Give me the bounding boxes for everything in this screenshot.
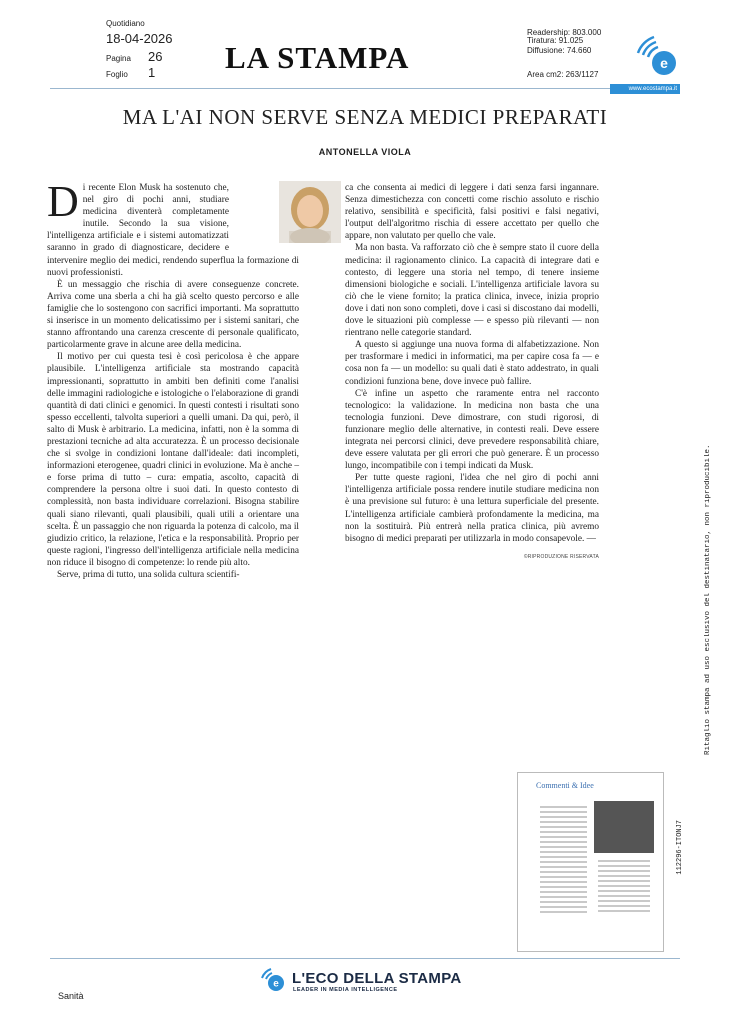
paragraph-7: A questo si aggiunge una nuova forma di alfabetizzazione. Non per trasformare i medici in informatici, ma per capire cosa fa — e cosa non fa — un modello: su quali dati è stato addestrato, in quali condizioni funziona bene, dove invece può fallire.: [345, 340, 599, 387]
area-cm2: Area cm2: 263/1127: [527, 70, 599, 79]
svg-text:e: e: [660, 55, 668, 71]
paragraph-8: C'è infine un aspetto che raramente entra nel racconto tecnologico: la validazione. In medicina non basta che una tecnologia funzioni. Deve dimostrare, con studi rigorosi, di funzionare meglio delle alternative, in contesti reali. Deve essere integrata nei percorsi clinici, deve prevedere responsabilità chiare, deve essere valutata per gli errori che può generare. È un processo lungo, incompatibile con i tempi indicati da Musk.: [345, 388, 599, 472]
thumbnail-highlight: [594, 801, 654, 853]
paragraph-6: Ma non basta. Va rafforzato ciò che è sempre stato il cuore della medicina: il ragionamento clinico. La capacità di integrare dati e contesto, di leggere una storia nel tempo, di tenere insieme dimensioni biologiche e sociali. L'intelligenza artificiale lavora su ciò che le viene fornito; la pratica clinica, invece, inizia proprio dove i dati non sono completi, dove i casi si discostano dai modelli, dove le situazioni più complesse — e spesso più rilevanti — non rientrano nelle categorie standard.: [345, 243, 599, 339]
paragraph-4: Serve, prima di tutto, una solida cultura scientifi-: [57, 570, 240, 580]
article-author: ANTONELLA VIOLA: [318, 147, 412, 157]
thumbnail-header: Commenti & Idee: [536, 781, 594, 790]
sheet-number: 1: [148, 65, 156, 80]
section-label: Sanità: [58, 991, 84, 1001]
page-thumbnail: [517, 772, 664, 952]
paragraph-1: Di recente Elon Musk ha sostenuto che, nel giro di pochi anni, studiare medicina diventerà completamente inutile. Secondo la sua visione, l'intelligenza artificiale e i sistemi automatizzati saranno in grado di diagnosticare, decidere e intervenire meglio dei medici, rendendo superflua la formazione di nuovi professionisti.: [47, 177, 299, 278]
svg-text:e: e: [273, 978, 279, 990]
ecostampa-logo-icon: [636, 35, 682, 81]
paragraph-2: È un messaggio che rischia di avere conseguenze concrete. Arriva come una sberla a chi ha già scelto questo percorso e alle famiglie che lo sostengono con sacrifici importanti. Ma soprattutto si inserisce in un momento delicatissimo per i sistemi sanitari, che stanno affrontando una carenza crescente di personale qualificato, particolarmente grave in alcune aree della medicina.: [47, 279, 299, 351]
eco-della-stampa-logo-icon: [258, 965, 288, 995]
diffusione: Diffusione: 74.660: [527, 46, 592, 55]
paragraph-3: Il motivo per cui questa tesi è così pericolosa è che appare plausibile. L'intelligenza artificiale sta mostrando capacità impressionanti, soprattutto in ambiti ben definiti come l'analisi delle immagini radiologiche e istologiche o l'elaborazione di grandi quantità di dati clinici e genomici. In questi contesti i risultati sono spesso eccellenti, talvolta superiori a quelli umani. Da qui, però, il salto di Musk è arbitrario. La medicina, infatti, non è la somma di prestazioni tecniche ad alta accuratezza. È un processo decisionale che si svolge in condizioni lontane dall'ideale: dati incompleti, informazioni eterogenee, quadri clinici in evoluzione. Ma è anche – e forse prima di tutto – cura: empatia, ascolto, capacità di comprendere la persona oltre i suoi dati. In questo contesto di complessità, non basta individuare correlazioni. Bisogna stabilire quali siano rilevanti, quali plausibili, quali utili a orientare una scelta. È un passaggio che non riguarda la potenza di calcolo, ma il giudizio critico, la relazione, l'etica e la responsabilità. Proprio per queste ragioni, l'ingresso dell'intelligenza artificiale nella medicina non riduce il bisogno di competenze: lo rende più alto.: [47, 352, 299, 568]
article-column-2: [345, 182, 599, 563]
paragraph-9: Per tutte queste ragioni, l'idea che nel giro di pochi anni l'intelligenza artificiale possa rendere inutile studiare medicina non è una previsione sul futuro: è una lettura superficiale del presente. L'intelligenza artificiale cambierà profondamente la medicina, ma non la sostituirà. Più entrerà nella pratica clinica, più avremo bisogno di medici preparati per utilizzarla in modo consapevole. —: [345, 473, 599, 544]
drop-cap: D: [47, 177, 79, 226]
publication-date: 18-04-2026: [106, 31, 173, 46]
article-title: MA L'AI NON SERVE SENZA MEDICI PREPARATI: [122, 105, 608, 129]
website-bar: [610, 84, 680, 94]
readership: Readership: 803.000: [527, 28, 602, 37]
header-rule: [50, 88, 680, 89]
page-label: Pagina: [106, 54, 131, 63]
website-link[interactable]: www.ecostampa.it: [628, 86, 677, 92]
tiratura: Tiratura: 91.025: [527, 36, 584, 45]
page-number: 26: [148, 49, 163, 64]
sheet-label: Foglio: [106, 70, 128, 79]
side-code: 112296-ITONJ7: [676, 820, 684, 875]
photo-wrap-spacer: [229, 182, 299, 244]
footer-rule: [50, 958, 680, 959]
side-note: Ritaglio stampa ad uso esclusivo del destinatario, non riproducibile.: [704, 444, 712, 755]
publication-type: Quotidiano: [106, 19, 145, 28]
footer-brand: L'ECO DELLA STAMPA: [292, 970, 462, 987]
masthead: LA STAMPA: [225, 40, 410, 75]
paragraph-5: ca che consenta ai medici di leggere i dati senza farsi ingannare. Senza dimestichezza con concetti come rischio assoluto e rischio relativo, sensibilità e specificità, falsi positivi e falsi negativi, l'output dell'algoritmo rischia di essere accettato per quello che appare, non valutato per quello che vale.: [345, 183, 599, 242]
footer-tagline: LEADER IN MEDIA INTELLIGENCE: [293, 987, 398, 993]
copyright: ©RIPRODUZIONE RISERVATA: [523, 553, 599, 560]
article-column-1: [47, 177, 299, 581]
